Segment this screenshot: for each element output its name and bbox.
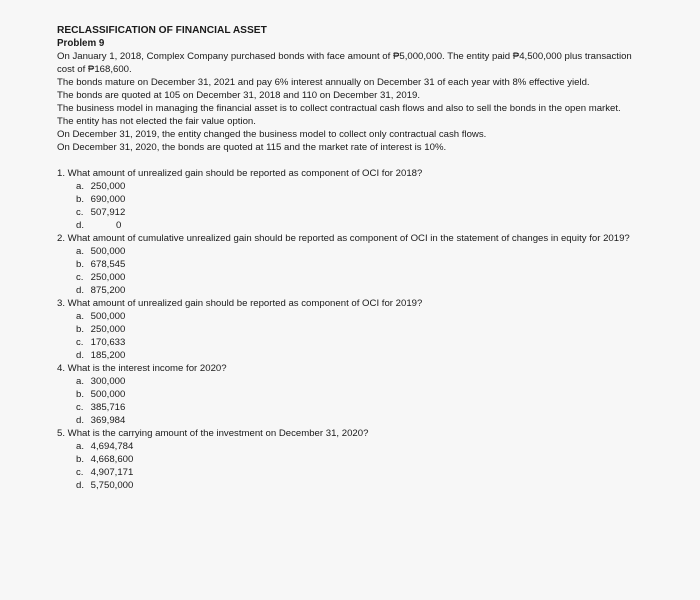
option-value: 5,750,000: [90, 480, 134, 491]
option-letter: d.: [76, 220, 85, 231]
option-item: [57, 258, 647, 271]
option-letter: c.: [76, 467, 84, 478]
option-value: 170,633: [90, 337, 126, 348]
option-letter: d.: [76, 415, 85, 426]
paragraph-quotes: The bonds are quoted at 105 on December 31, 2018 and 110 on December 31, 2019.: [57, 90, 421, 101]
option-value: 4,907,171: [90, 467, 134, 478]
option-letter: c.: [76, 207, 84, 218]
document-title: RECLASSIFICATION OF FINANCIAL ASSET: [57, 25, 267, 36]
option-letter: b.: [76, 389, 85, 400]
option-letter: b.: [76, 454, 85, 465]
option-letter: b.: [76, 259, 85, 270]
paragraph-maturity: The bonds mature on December 31, 2021 and pay 6% interest annually on December 31 of each year with 8% effective yield.: [57, 77, 590, 88]
question-text: 2. What amount of cumulative unrealized gain should be reported as component of OCI in the statement of changes in equity for 2019?: [57, 233, 630, 244]
option-value: 678,545: [90, 259, 126, 270]
option-letter: a.: [76, 311, 85, 322]
option-value: 185,200: [90, 350, 126, 361]
option-letter: c.: [76, 402, 84, 413]
question-block: [57, 167, 647, 232]
option-letter: a.: [76, 441, 85, 452]
option-letter: d.: [76, 480, 85, 491]
option-letter: a.: [76, 376, 85, 387]
option-item: [57, 193, 647, 206]
option-letter: d.: [76, 285, 85, 296]
option-letter: b.: [76, 194, 85, 205]
option-letter: a.: [76, 181, 85, 192]
question-text: 4. What is the interest income for 2020?: [57, 363, 227, 374]
option-letter: b.: [76, 324, 85, 335]
question-block: [57, 232, 647, 297]
question-block: [57, 297, 647, 362]
option-letter: c.: [76, 337, 84, 348]
option-item: [57, 310, 647, 323]
question-text: 1. What amount of unrealized gain should be reported as component of OCI for 2018?: [57, 168, 423, 179]
option-item: [57, 401, 647, 414]
paragraph-fair-value-option: The entity has not elected the fair value option.: [57, 116, 256, 127]
question-text: 5. What is the carrying amount of the investment on December 31, 2020?: [57, 428, 369, 439]
section-spacer: [57, 154, 647, 167]
option-value: 500,000: [90, 246, 126, 257]
option-value: 0: [116, 220, 122, 231]
option-value: 300,000: [90, 376, 126, 387]
option-item: [57, 323, 647, 336]
option-item: [57, 219, 647, 232]
option-value: 500,000: [90, 389, 126, 400]
option-item: [57, 180, 647, 193]
option-value: 385,716: [90, 402, 126, 413]
option-value: 500,000: [90, 311, 126, 322]
option-letter: a.: [76, 246, 85, 257]
option-item: [57, 453, 647, 466]
option-item: [57, 388, 647, 401]
option-item: [57, 440, 647, 453]
option-value: 369,984: [90, 415, 126, 426]
option-item: [57, 271, 647, 284]
paragraph-purchase: On January 1, 2018, Complex Company purchased bonds with face amount of ₱5,000,000. The entity paid ₱4,500,000 plus transaction cost of ₱168,600.: [57, 51, 632, 75]
option-value: 250,000: [90, 324, 126, 335]
option-list: [57, 245, 647, 297]
option-list: [57, 375, 647, 427]
document-content: [57, 22, 647, 492]
option-list: [57, 180, 647, 232]
paragraph-business-model: The business model in managing the financial asset is to collect contractual cash flows and also to sell the bonds in the open market.: [57, 103, 621, 114]
option-item: [57, 284, 647, 297]
option-value: 4,694,784: [90, 441, 134, 452]
option-item: [57, 336, 647, 349]
option-value: 875,200: [90, 285, 126, 296]
option-letter: d.: [76, 350, 85, 361]
question-block: [57, 427, 647, 492]
option-value: 4,668,600: [90, 454, 134, 465]
option-item: [57, 479, 647, 492]
option-value: 690,000: [90, 194, 126, 205]
option-list: [57, 440, 647, 492]
option-item: [57, 206, 647, 219]
option-letter: c.: [76, 272, 84, 283]
option-list: [57, 310, 647, 362]
option-value: 507,912: [90, 207, 126, 218]
option-item: [57, 466, 647, 479]
paragraph-model-change: On December 31, 2019, the entity changed the business model to collect only contractual cash flows.: [57, 129, 487, 140]
option-value: 250,000: [90, 272, 126, 283]
question-block: [57, 362, 647, 427]
option-item: [57, 414, 647, 427]
option-item: [57, 245, 647, 258]
paragraph-2020-quote: On December 31, 2020, the bonds are quoted at 115 and the market rate of interest is 10%.: [57, 142, 447, 153]
question-text: 3. What amount of unrealized gain should be reported as component of OCI for 2019?: [57, 298, 423, 309]
problem-heading: Problem 9: [57, 38, 105, 49]
option-item: [57, 349, 647, 362]
option-item: [57, 375, 647, 388]
option-value: 250,000: [90, 181, 126, 192]
